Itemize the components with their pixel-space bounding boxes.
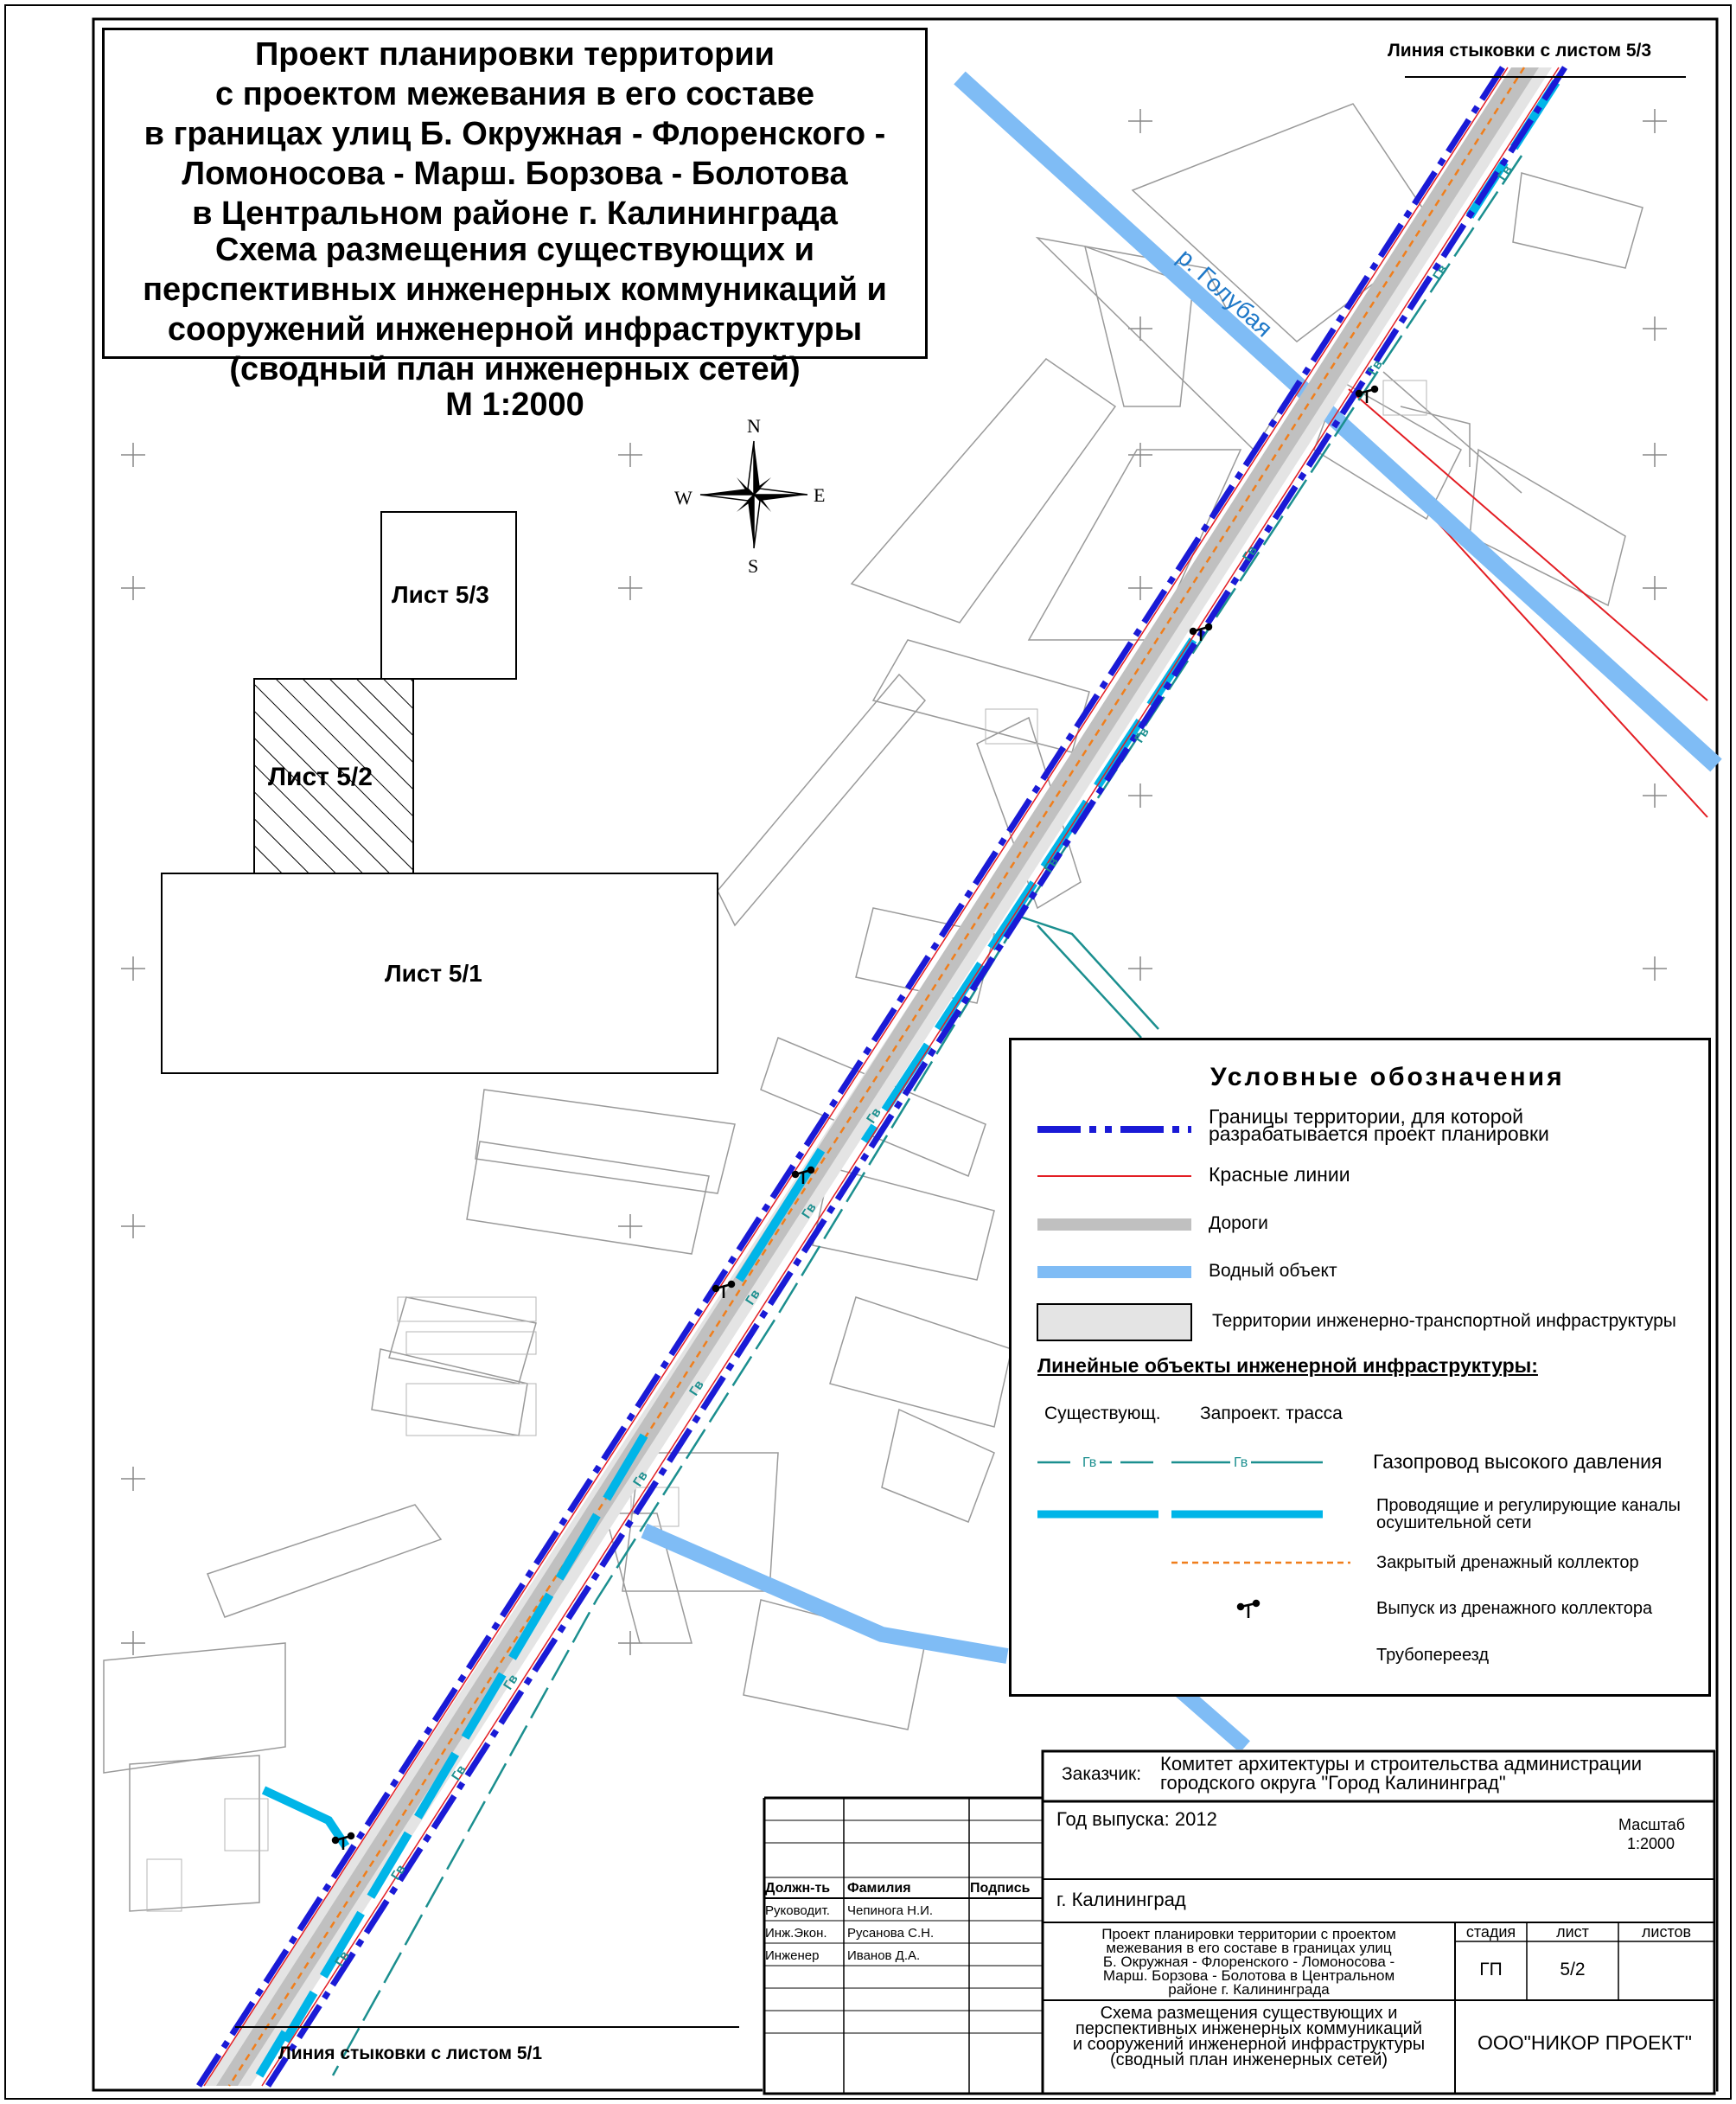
stamp-scheme-line: и сооружений инженерной инфраструктуры (1072, 2035, 1426, 2054)
legend (1009, 1038, 1711, 1697)
svg-text:Гв: Гв (1132, 725, 1152, 746)
legend-outlet-icon (1238, 1601, 1259, 1618)
subtitle-line-2: перспективных инженерных коммуникаций и (143, 272, 887, 308)
svg-text:W: W (674, 487, 692, 508)
title-scale: М 1:2000 (445, 387, 584, 423)
legend-boundary-label-1: Границы территории, для которой (1209, 1105, 1524, 1128)
drain-outlet-icon (1190, 624, 1211, 641)
svg-text:Гв: Гв (1041, 854, 1062, 876)
legend-gas-label: Газопровод высокого давления (1373, 1450, 1663, 1473)
svg-text:Гв: Гв (799, 1200, 820, 1222)
title-block (102, 28, 928, 423)
stamp-header-sign: Подпись (970, 1881, 1031, 1896)
stamp-header-position: Должн-ть (765, 1881, 831, 1896)
svg-text:Гв: Гв (1430, 262, 1451, 284)
stamp-scheme-line: (сводный план инженерных сетей) (1109, 2050, 1388, 2069)
stamp-header-name: Фамилия (847, 1881, 911, 1896)
stamp-row-position: Инженер (765, 1948, 820, 1963)
stamp (763, 1749, 1716, 2095)
svg-text:E: E (814, 484, 826, 506)
key-label-51: Лист 5/1 (385, 960, 482, 987)
legend-col-planned: Запроект. трасса (1200, 1404, 1343, 1423)
legend-water-label: Водный объект (1209, 1261, 1337, 1281)
svg-text:Гв: Гв (449, 1762, 469, 1784)
legend-drain-label: Закрытый дренажный коллектор (1376, 1553, 1639, 1572)
stamp-header-sheets: листов (1641, 1923, 1692, 1941)
stamp-scale-label: Масштаб (1618, 1816, 1686, 1833)
stamp-row-name: Иванов Д.А. (847, 1948, 921, 1963)
svg-text:Гв: Гв (332, 1948, 353, 1970)
svg-text:N: N (747, 415, 761, 437)
subtitle-line-3: сооружений инженерной инфраструктуры (167, 311, 863, 348)
key-label-52: Лист 5/2 (268, 763, 373, 791)
legend-gas-mark-planned: Гв (1230, 1454, 1251, 1472)
stamp-header-sheet: лист (1556, 1923, 1589, 1941)
stamp-row-name: Русанова С.Н. (847, 1926, 935, 1941)
stamp-city: г. Калининград (1056, 1889, 1186, 1910)
stamp-project-line: районе г. Калининграда (1168, 1981, 1330, 1998)
svg-text:Гв: Гв (630, 1468, 651, 1490)
stamp-project-line: межевания в его составе в границах улиц (1106, 1940, 1392, 1956)
stamp-project-line: Марш. Борзова - Болотова в Центральном (1102, 1967, 1395, 1984)
svg-text:Гв: Гв (686, 1378, 707, 1399)
svg-text:Гв: Гв (388, 1862, 409, 1883)
legend-canals-label-1: Проводящие и регулирующие каналы (1376, 1496, 1681, 1515)
stamp-sheet: 5/2 (1560, 1960, 1586, 1979)
stamp-customer-1: Комитет архитектуры и строительства администрации (1160, 1753, 1643, 1775)
legend-linear-heading: Линейные объекты инженерной инфраструктуры: (1037, 1354, 1538, 1377)
svg-text:Гв: Гв (743, 1287, 763, 1308)
stamp-scheme-text (1043, 2005, 1455, 2068)
key-label-53: Лист 5/3 (392, 581, 489, 608)
stamp-row-name: Чепинога Н.И. (847, 1903, 934, 1918)
compass-rose-icon (700, 441, 807, 548)
stamp-project-text (1043, 1928, 1455, 1997)
title-line-5: в Центральном районе г. Калининграда (192, 195, 838, 232)
river-label: р. Голубая (1171, 243, 1278, 342)
title-line-1: Проект планировки территории (254, 36, 775, 73)
legend-title: Условные обозначения (1210, 1063, 1565, 1091)
legend-infra-label: Территории инженерно-транспортной инфраструктуры (1212, 1311, 1676, 1331)
legend-red-lines-label: Красные линии (1209, 1163, 1350, 1186)
stamp-company: ООО"НИКОР ПРОЕКТ" (1478, 2031, 1692, 2054)
top-match-line-label: Линия стыковки с листом 5/3 (1388, 41, 1652, 61)
subtitle-line-4: (сводный план инженерных сетей) (229, 351, 801, 387)
stamp-stage: ГП (1479, 1960, 1503, 1979)
stamp-header-stage: стадия (1465, 1923, 1516, 1941)
stamp-year: Год выпуска: 2012 (1056, 1808, 1217, 1830)
legend-col-existing: Существующ. (1044, 1404, 1161, 1423)
svg-text:Гв: Гв (1365, 357, 1386, 379)
legend-boundary-label-2: разрабатывается проект планировки (1209, 1122, 1549, 1145)
svg-text:Гв: Гв (1240, 543, 1261, 565)
title-line-3: в границах улиц Б. Окружная - Флоренского - (144, 116, 886, 152)
svg-text:Гв: Гв (1495, 163, 1516, 184)
legend-gas-mark-existing: Гв (1079, 1454, 1100, 1472)
stamp-row-position: Инж.Экон. (765, 1926, 827, 1941)
stamp-customer-label: Заказчик: (1062, 1764, 1142, 1784)
stamp-row-position: Руководит. (765, 1903, 830, 1918)
svg-text:Гв: Гв (501, 1672, 521, 1693)
legend-outlet-label: Выпуск из дренажного коллектора (1376, 1599, 1653, 1618)
legend-infra-symbol (1037, 1304, 1191, 1340)
title-line-4: Ломоносова - Марш. Борзова - Болотова (182, 156, 848, 192)
title-line-2: с проектом межевания в его составе (215, 76, 814, 112)
svg-text:S: S (748, 555, 759, 577)
stamp-scheme-line: Схема размещения существующих и (1100, 2004, 1398, 2023)
stamp-project-line: Проект планировки территории с проектом (1101, 1926, 1396, 1942)
svg-text:Гв: Гв (864, 1105, 884, 1127)
legend-crossing-label: Трубопереезд (1376, 1646, 1490, 1665)
red-lines (1331, 389, 1707, 817)
bottom-match-line-label: Линия стыковки с листом 5/1 (278, 2043, 543, 2063)
stamp-scale-value: 1:2000 (1627, 1835, 1675, 1852)
stamp-project-line: Б. Окружная - Флоренского - Ломоносова - (1102, 1954, 1395, 1970)
stamp-customer-2: городского округа "Город Калининград" (1160, 1772, 1506, 1794)
legend-canals-label-2: осушительной сети (1376, 1513, 1532, 1532)
stamp-scheme-line: перспективных инженерных коммуникаций (1075, 2019, 1423, 2038)
legend-roads-label: Дороги (1209, 1213, 1268, 1233)
subtitle-line-1: Схема размещения существующих и (215, 232, 814, 268)
